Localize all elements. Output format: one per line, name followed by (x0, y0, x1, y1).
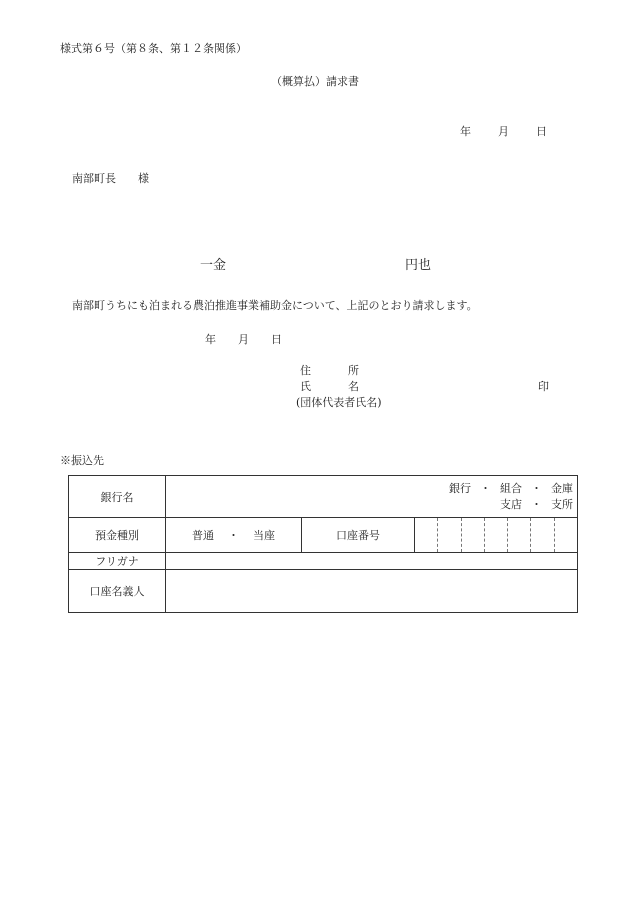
account-digit-box[interactable] (461, 518, 484, 552)
date-month: 月 (498, 125, 509, 138)
representative-note: (団体代表者氏名) (296, 396, 382, 409)
separator: ・ (531, 497, 542, 511)
furigana-label: フリガナ (69, 553, 166, 570)
request-statement: 南部町うちにも泊まれる農泊推進事業補助金について、上記のとおり請求します。 (72, 299, 478, 312)
table-row (69, 570, 578, 613)
addressee (72, 173, 149, 184)
address-label (300, 365, 359, 376)
name-label-b: 名 (348, 380, 359, 393)
form-number: 様式第６号（第８条、第１２条関係） (60, 42, 247, 55)
address-label-a: 住 (300, 364, 311, 377)
account-number-label: 口座番号 (302, 518, 415, 553)
date-day: 日 (536, 125, 547, 138)
bank-type-ginko: 銀行 (449, 481, 471, 495)
date-day: 日 (271, 333, 282, 346)
deposit-type-field[interactable] (166, 518, 302, 553)
bank-type-kumiai: 組合 (500, 481, 522, 495)
deposit-type-label: 預金種別 (69, 518, 166, 553)
date-top (460, 126, 547, 137)
account-digit-box[interactable] (415, 518, 437, 552)
account-digit-box[interactable] (507, 518, 530, 552)
date-month: 月 (238, 333, 249, 346)
amount-prefix: 一金 (200, 258, 227, 273)
branch-type-shiten: 支店 (500, 497, 522, 511)
branch-type-shisho: 支所 (551, 497, 573, 511)
transfer-heading: ※振込先 (60, 454, 104, 467)
account-digit-box[interactable] (554, 518, 577, 552)
table-row (69, 518, 578, 553)
account-holder-field[interactable] (166, 570, 578, 613)
bank-name-field[interactable] (166, 476, 578, 518)
name-label-a: 氏 (300, 380, 311, 393)
bank-transfer-table (68, 475, 578, 613)
date-request (205, 334, 282, 345)
account-number-field[interactable] (415, 518, 578, 553)
deposit-type-futsu[interactable]: 普通 (192, 529, 214, 542)
separator: ・ (531, 481, 542, 495)
deposit-type-toza[interactable]: 当座 (253, 529, 275, 542)
table-row (69, 553, 578, 570)
address-label-b: 所 (348, 364, 359, 377)
addressee-honorific: 様 (138, 172, 149, 185)
seal-mark: 印 (538, 380, 549, 393)
bank-type-kinko: 金庫 (551, 481, 573, 495)
account-digit-box[interactable] (530, 518, 553, 552)
account-digit-box[interactable] (484, 518, 507, 552)
addressee-name: 南部町長 (72, 172, 116, 185)
account-holder-label: 口座名義人 (69, 570, 166, 613)
separator: ・ (480, 481, 491, 495)
bank-type-line-1 (166, 481, 573, 497)
furigana-field[interactable] (166, 553, 578, 570)
account-digit-box[interactable] (437, 518, 460, 552)
amount-suffix: 円也 (405, 258, 432, 273)
bank-type-line-2 (166, 497, 573, 513)
date-year: 年 (205, 333, 216, 346)
separator: ・ (228, 529, 239, 542)
date-year: 年 (460, 125, 471, 138)
bank-name-label: 銀行名 (69, 476, 166, 518)
document-title: （概算払）請求書 (271, 75, 359, 88)
name-label (300, 381, 359, 392)
table-row (69, 476, 578, 518)
